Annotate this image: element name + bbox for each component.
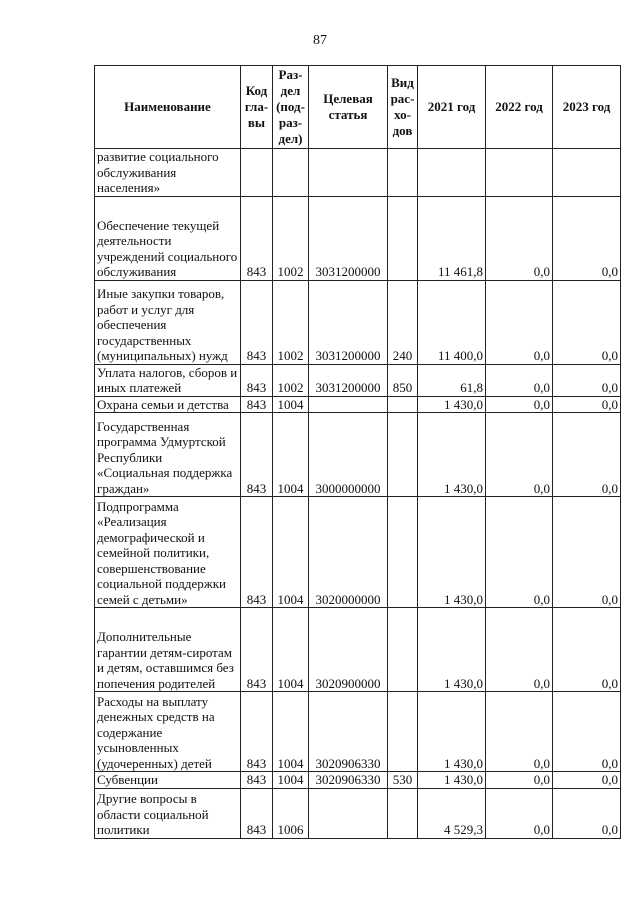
table-row (95, 364, 621, 396)
row-2021: 11 461,8 (418, 196, 486, 280)
row-code: 843 (241, 280, 273, 364)
row-type: 530 (388, 772, 418, 789)
row-target: 3031200000 (309, 196, 388, 280)
row-section: 1004 (273, 692, 309, 772)
row-2021: 11 400,0 (418, 280, 486, 364)
row-2023: 0,0 (553, 788, 621, 838)
row-code: 843 (241, 788, 273, 838)
header-code: Код гла- вы (241, 66, 273, 149)
row-code (241, 149, 273, 197)
row-name: Охрана семьи и детства (95, 396, 241, 413)
row-target: 3000000000 (309, 413, 388, 497)
row-type (388, 788, 418, 838)
row-2022 (486, 149, 553, 197)
row-name: Иные закупки товаров, работ и услуг для обеспечения государственных (муниципальных) нужд (95, 280, 241, 364)
header-2022: 2022 год (486, 66, 553, 149)
row-target (309, 149, 388, 197)
table-row (95, 788, 621, 838)
row-2021: 1 430,0 (418, 608, 486, 692)
row-target: 3020900000 (309, 608, 388, 692)
header-section: Раз- дел (под- раз- дел) (273, 66, 309, 149)
row-2023 (553, 149, 621, 197)
row-2022: 0,0 (486, 396, 553, 413)
row-target: 3020906330 (309, 772, 388, 789)
row-2022: 0,0 (486, 497, 553, 608)
row-type: 240 (388, 280, 418, 364)
row-2022: 0,0 (486, 772, 553, 789)
row-code: 843 (241, 608, 273, 692)
row-2021: 1 430,0 (418, 497, 486, 608)
row-code: 843 (241, 413, 273, 497)
row-target: 3031200000 (309, 364, 388, 396)
row-2023: 0,0 (553, 196, 621, 280)
row-code: 843 (241, 692, 273, 772)
row-target: 3020906330 (309, 692, 388, 772)
row-2023: 0,0 (553, 692, 621, 772)
header-name: Наименование (95, 66, 241, 149)
header-2021: 2021 год (418, 66, 486, 149)
row-name: Расходы на выплату денежных средств на содержание усыновленных (удочеренных) детей (95, 692, 241, 772)
row-target (309, 788, 388, 838)
table-row (95, 413, 621, 497)
row-2021: 1 430,0 (418, 413, 486, 497)
row-2021: 1 430,0 (418, 692, 486, 772)
row-type: 850 (388, 364, 418, 396)
table-row (95, 196, 621, 280)
row-2021: 1 430,0 (418, 396, 486, 413)
header-2023: 2023 год (553, 66, 621, 149)
row-type (388, 497, 418, 608)
row-2023: 0,0 (553, 364, 621, 396)
row-type (388, 396, 418, 413)
header-target: Целевая статья (309, 66, 388, 149)
row-section: 1002 (273, 196, 309, 280)
row-name: развитие социального обслуживания населения» (95, 149, 241, 197)
page-number: 87 (313, 33, 327, 48)
row-2023: 0,0 (553, 772, 621, 789)
row-section (273, 149, 309, 197)
row-2022: 0,0 (486, 413, 553, 497)
header-type: Вид рас- хо- дов (388, 66, 418, 149)
row-2022: 0,0 (486, 364, 553, 396)
row-type (388, 608, 418, 692)
row-code: 843 (241, 196, 273, 280)
table-row (95, 149, 621, 197)
row-2023: 0,0 (553, 497, 621, 608)
table-row (95, 280, 621, 364)
row-2022: 0,0 (486, 608, 553, 692)
row-2022: 0,0 (486, 692, 553, 772)
table-row (95, 692, 621, 772)
row-2021: 4 529,3 (418, 788, 486, 838)
row-code: 843 (241, 396, 273, 413)
row-target: 3020000000 (309, 497, 388, 608)
row-section: 1004 (273, 497, 309, 608)
row-section: 1004 (273, 413, 309, 497)
row-name: Дополнительные гарантии детям-сиротам и детям, оставшимся без попечения родителей (95, 608, 241, 692)
row-section: 1002 (273, 280, 309, 364)
row-name: Уплата налогов, сборов и иных платежей (95, 364, 241, 396)
row-name: Другие вопросы в области социальной политики (95, 788, 241, 838)
row-name: Обеспечение текущей деятельности учреждений социального обслуживания (95, 196, 241, 280)
budget-table (94, 65, 621, 839)
row-code: 843 (241, 364, 273, 396)
row-target: 3031200000 (309, 280, 388, 364)
header-row (95, 66, 621, 149)
row-2021: 1 430,0 (418, 772, 486, 789)
table-row (95, 608, 621, 692)
row-section: 1002 (273, 364, 309, 396)
row-type (388, 692, 418, 772)
row-2021 (418, 149, 486, 197)
row-2023: 0,0 (553, 396, 621, 413)
row-type (388, 149, 418, 197)
row-section: 1004 (273, 396, 309, 413)
row-section: 1004 (273, 608, 309, 692)
table-row (95, 772, 621, 789)
table-row (95, 497, 621, 608)
row-name: Подпрограмма «Реализация демографической и семейной политики, совершенствование социальной поддержки семей с детьми» (95, 497, 241, 608)
row-2023: 0,0 (553, 413, 621, 497)
row-2021: 61,8 (418, 364, 486, 396)
row-code: 843 (241, 772, 273, 789)
row-2022: 0,0 (486, 280, 553, 364)
table-row (95, 396, 621, 413)
row-2022: 0,0 (486, 788, 553, 838)
row-type (388, 413, 418, 497)
row-2022: 0,0 (486, 196, 553, 280)
row-name: Государственная программа Удмуртской Республики «Социальная поддержка граждан» (95, 413, 241, 497)
row-type (388, 196, 418, 280)
row-section: 1004 (273, 772, 309, 789)
row-2023: 0,0 (553, 608, 621, 692)
row-target (309, 396, 388, 413)
row-section: 1006 (273, 788, 309, 838)
row-2023: 0,0 (553, 280, 621, 364)
row-code: 843 (241, 497, 273, 608)
row-name: Субвенции (95, 772, 241, 789)
